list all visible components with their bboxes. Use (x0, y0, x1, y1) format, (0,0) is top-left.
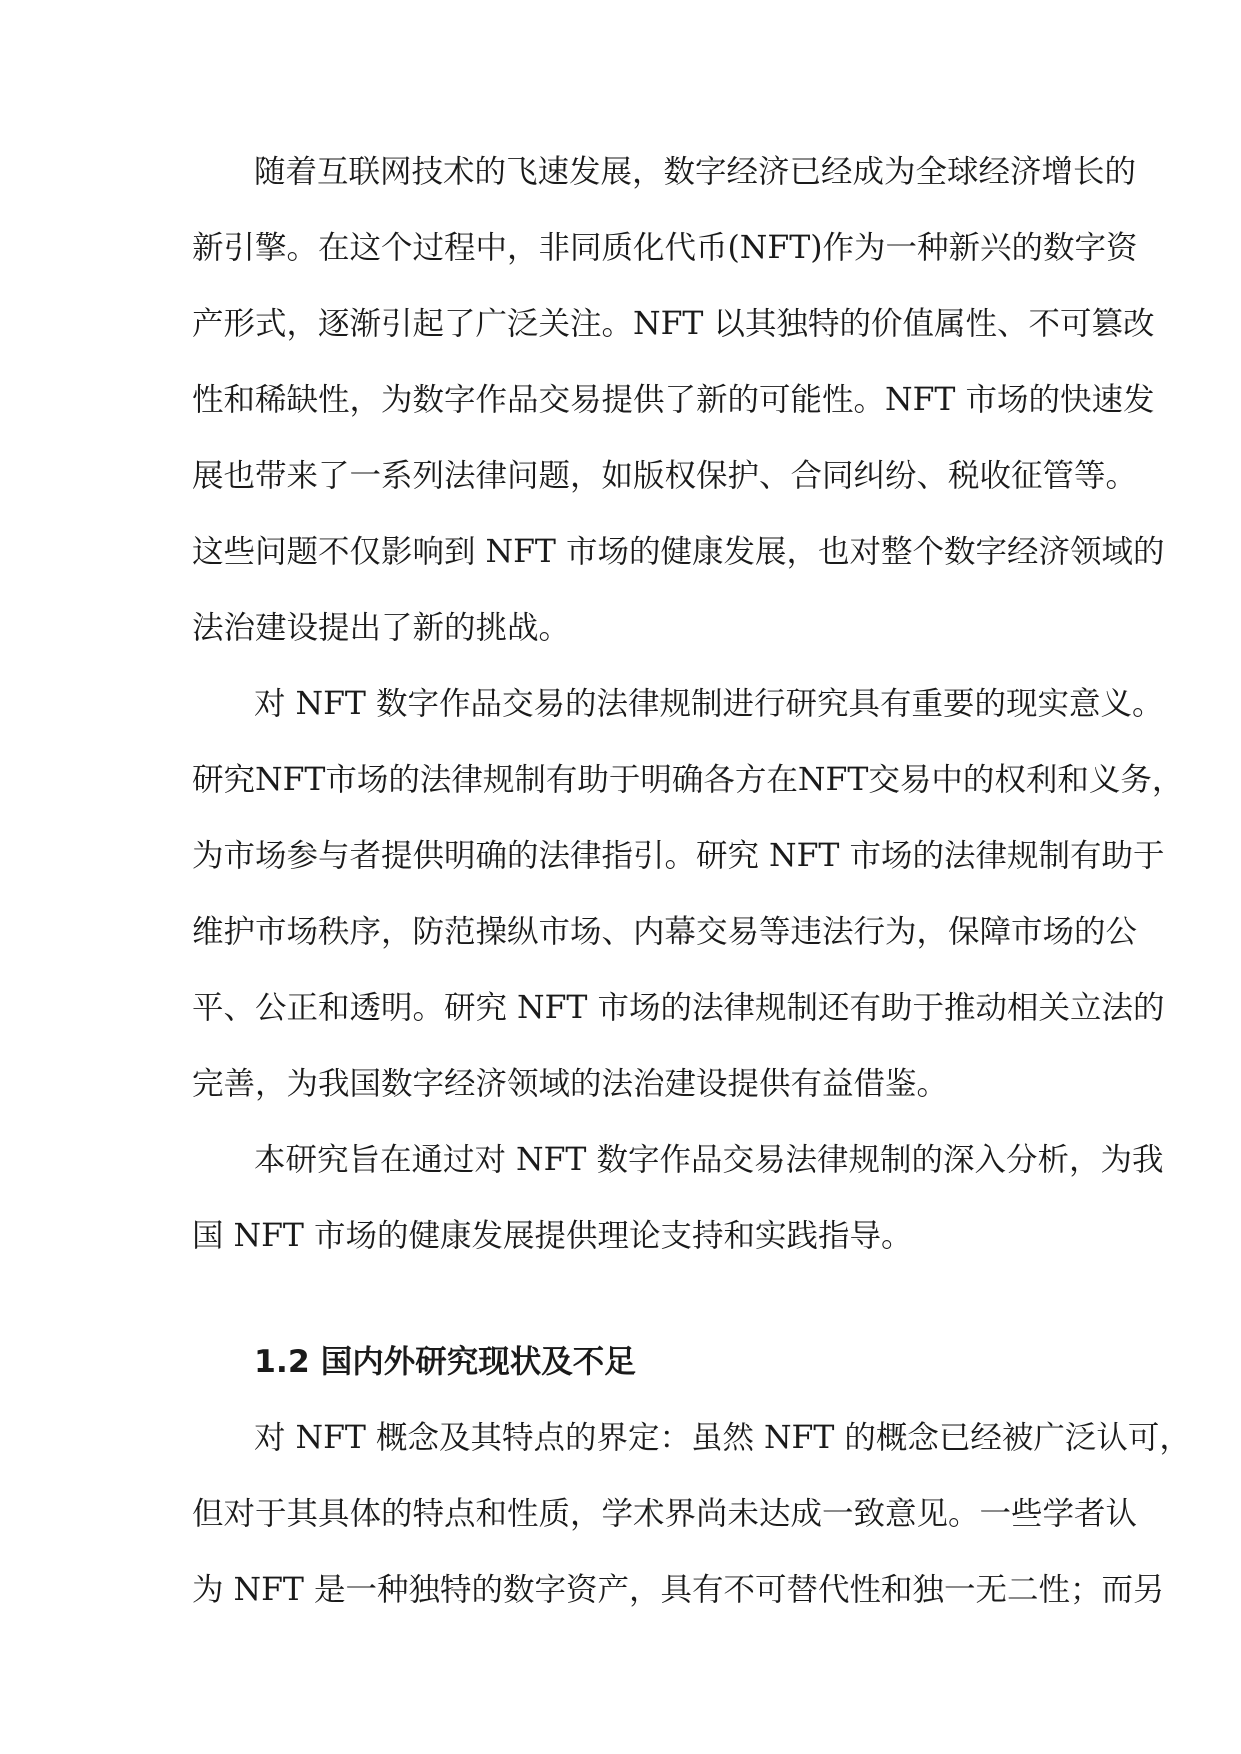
text-line: 研究NFT市场的法律规制有助于明确各方在NFT交易中的权利和义务， (192, 762, 1184, 798)
paragraph-research-status (192, 1400, 1191, 1628)
text-line: 法治建设提出了新的挑战。 (192, 610, 571, 646)
text-line: 随着互联网技术的飞速发展，数字经济已经成为全球经济增长的 (254, 154, 1137, 190)
text-line: 性和稀缺性，为数字作品交易提供了新的可能性。NFT 市场的快速发 (192, 382, 1155, 418)
text-line: 为 NFT 是一种独特的数字资产，具有不可替代性和独一无二性；而另 (192, 1572, 1165, 1608)
document-page (192, 134, 1191, 1628)
paragraph-purpose (192, 1122, 1164, 1274)
text-line: 维护市场秩序，防范操纵市场、内幕交易等违法行为，保障市场的公 (192, 914, 1138, 950)
text-line: 这些问题不仅影响到 NFT 市场的健康发展，也对整个数字经济领域的 (192, 534, 1165, 570)
text-line: 新引擎。在这个过程中，非同质化代币(NFT)作为一种新兴的数字资 (192, 230, 1138, 266)
text-line: 但对于其具体的特点和性质，学术界尚未达成一致意见。一些学者认 (192, 1496, 1138, 1532)
section-heading: 1.2 国内外研究现状及不足 (254, 1344, 636, 1380)
text-line: 对 NFT 概念及其特点的界定：虽然 NFT 的概念已经被广泛认可， (254, 1420, 1191, 1456)
text-line: 本研究旨在通过对 NFT 数字作品交易法律规制的深入分析，为我 (254, 1142, 1164, 1178)
text-line: 平、公正和透明。研究 NFT 市场的法律规制还有助于推动相关立法的 (192, 990, 1165, 1026)
paragraph-background (192, 134, 1165, 666)
text-line: 展也带来了一系列法律问题，如版权保护、合同纠纷、税收征管等。 (192, 458, 1138, 494)
text-line: 产形式，逐渐引起了广泛关注。NFT 以其独特的价值属性、不可篡改 (192, 306, 1155, 342)
text-line: 完善，为我国数字经济领域的法治建设提供有益借鉴。 (192, 1066, 949, 1102)
text-line: 为市场参与者提供明确的法律指引。研究 NFT 市场的法律规制有助于 (192, 838, 1165, 874)
text-line: 对 NFT 数字作品交易的法律规制进行研究具有重要的现实意义。 (254, 686, 1164, 722)
text-line: 国 NFT 市场的健康发展提供理论支持和实践指导。 (192, 1218, 913, 1254)
paragraph-significance (192, 666, 1184, 1122)
